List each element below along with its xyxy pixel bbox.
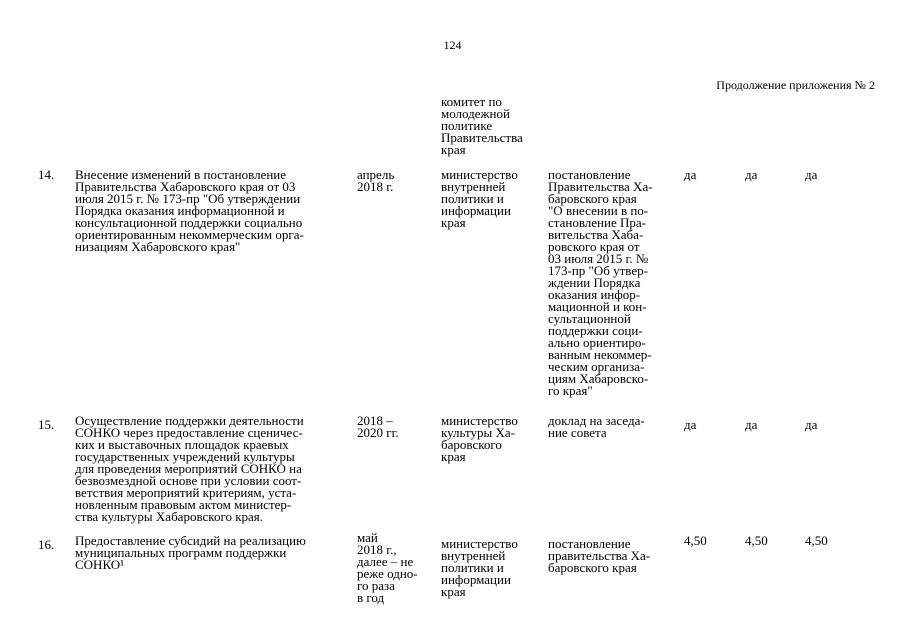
year-2019-cell: да [745, 167, 758, 182]
year-2020-cell: 4,50 [805, 533, 828, 548]
executor-cell: министерство внутренней политики и информации края [441, 536, 518, 599]
result-cell: постановление Правительства Ха- баровского края "О внесении в по- становление Пра- вительства Хаба- ровского края от 03 июля 2015 г. № 173-пр "Об утвер- ждении Порядка оказания инфор- мационной и кон- сультационной поддержки соци- ально ориентиро- ванным некоммер- ческим организа- циям Хабаровско- го края" [548, 167, 653, 398]
year-2018-cell: да [684, 417, 697, 432]
row-number: 14. [38, 167, 55, 182]
year-2018-cell: да [684, 167, 697, 182]
carryover-executor: комитет по молодежной политике Правительства края [441, 94, 523, 157]
year-2019-cell: да [745, 417, 758, 432]
year-2020-cell: да [805, 417, 818, 432]
period-cell: май 2018 г., далее – не реже одно- го раза в год [357, 530, 418, 605]
measure-name: Внесение изменений в постановление Правительства Хабаровского края от 03 июля 2015 г. № 173-пр "Об утверждении Порядка оказания информационной и консультационной поддержки социально ориентированным некоммерческим орга- низациям Хабаровского края" [75, 167, 304, 254]
year-2018-cell: 4,50 [684, 533, 707, 548]
year-2020-cell: да [805, 167, 818, 182]
executor-cell: министерство культуры Ха- баровского края [441, 413, 518, 464]
executor-cell: министерство внутренней политики и информации края [441, 167, 518, 230]
period-cell: апрель 2018 г. [357, 167, 395, 194]
row-number: 15. [38, 417, 55, 432]
year-2019-cell: 4,50 [745, 533, 768, 548]
page-number: 124 [443, 38, 462, 52]
result-cell: постановление правительства Ха- баровского края [548, 536, 651, 575]
result-cell: доклад на заседа- ние совета [548, 413, 645, 440]
measure-name: Предоставление субсидий на реализацию муниципальных программ поддержки СОНКО¹ [75, 533, 306, 572]
continuation-label: Продолжение приложения № 2 [716, 78, 875, 92]
measure-name: Осуществление поддержки деятельности СОНКО через предоставление сценичес- ких и выставочных площадок краевых государственных учреждений культуры для проведения мероприятий СОНКО на безвозмездной основе при условии соот- ветствия мероприятий критериям, уста- новленным правовым актом министер- ства культуры Хабаровского края. [75, 413, 304, 524]
row-number: 16. [38, 537, 55, 552]
period-cell: 2018 – 2020 гг. [357, 413, 399, 440]
